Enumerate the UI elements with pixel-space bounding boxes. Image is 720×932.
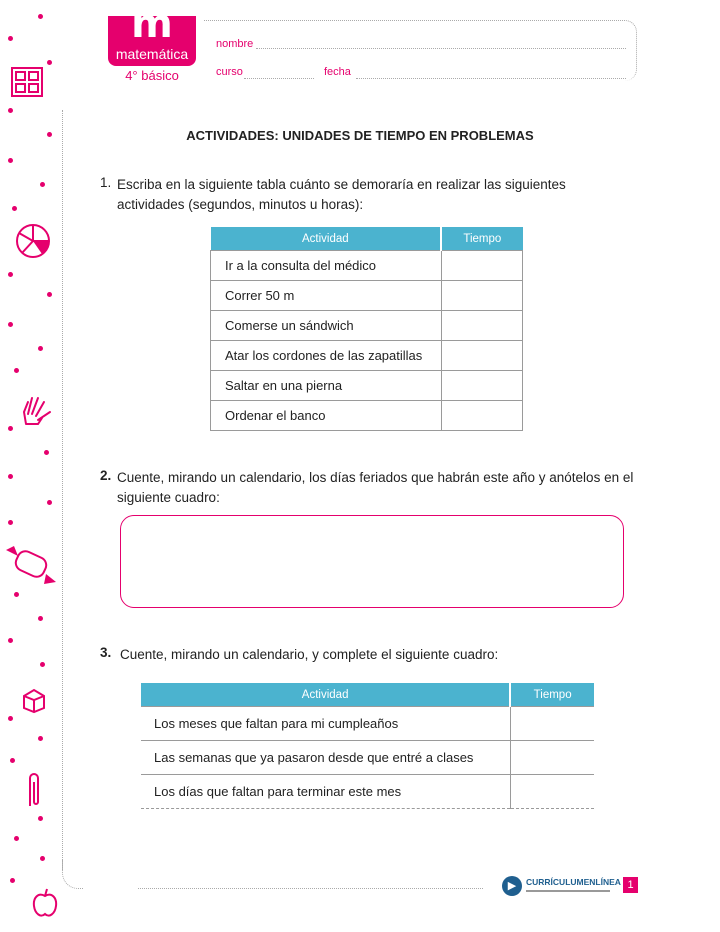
holidays-answer-box[interactable] [120, 515, 624, 608]
decor-dot [10, 758, 15, 763]
decor-dot [8, 638, 13, 643]
decor-dot [8, 322, 13, 327]
question-3-text: Cuente, mirando un calendario, y complete el siguiente cuadro: [120, 647, 499, 662]
question-3-number: 3. [100, 645, 112, 660]
table-row [141, 741, 594, 775]
decor-dot [47, 292, 52, 297]
table-row [211, 281, 523, 311]
logo-subject: matemática [115, 46, 189, 62]
candy-icon [4, 544, 58, 590]
name-field[interactable] [256, 48, 626, 49]
decor-dot [8, 36, 13, 41]
page-title: ACTIVIDADES: UNIDADES DE TIEMPO EN PROBLEMAS [186, 128, 534, 143]
table-1-header-activity: Actividad [211, 227, 442, 251]
table-3-time-cell[interactable] [510, 741, 594, 775]
table-row [141, 707, 594, 741]
paperclip-icon [24, 770, 44, 814]
table-3-header-activity: Actividad [141, 683, 510, 707]
decor-dot [8, 520, 13, 525]
table-1-time-cell[interactable] [441, 281, 522, 311]
decor-dot [8, 108, 13, 113]
pie-icon [14, 222, 52, 264]
decor-dot [12, 206, 17, 211]
table-3-header-time: Tiempo [510, 683, 594, 707]
question-1-number: 1. [100, 175, 112, 190]
table-row [211, 251, 523, 281]
table-1-time-cell[interactable] [441, 371, 522, 401]
logo-letter: m [131, 1, 173, 47]
decor-dot [47, 132, 52, 137]
name-label: nombre [216, 38, 254, 50]
decor-dot [44, 450, 49, 455]
brand-play-icon: ▶ [502, 876, 522, 896]
table-1-header-time: Tiempo [441, 227, 522, 251]
table-1-time-cell[interactable] [441, 311, 522, 341]
hand-icon [18, 394, 54, 434]
decor-dot [10, 878, 15, 883]
decor-dot [40, 182, 45, 187]
decor-dot [38, 736, 43, 741]
table-1-activity: Saltar en una pierna [211, 371, 442, 401]
decor-dot [38, 14, 43, 19]
table-1-activity: Comerse un sándwich [211, 311, 442, 341]
decor-dot [14, 592, 19, 597]
question-2-text: Cuente, mirando un calendario, los días feriados que habrán este año y anótelos en el siguiente cuadro: [117, 470, 634, 505]
decor-dot [8, 716, 13, 721]
table-1-time-cell[interactable] [441, 401, 522, 431]
decor-dot [47, 500, 52, 505]
brand-tagline [526, 889, 612, 894]
header-frame [204, 20, 637, 81]
table-row [211, 401, 523, 431]
table-1-activity: Ir a la consulta del médico [211, 251, 442, 281]
table-row [211, 371, 523, 401]
table-3-time-cell[interactable] [510, 775, 594, 809]
decor-dot [8, 426, 13, 431]
cube-icon [20, 686, 48, 718]
table-3-activity: Los meses que faltan para mi cumpleaños [141, 707, 510, 741]
grade-label: 4° básico [125, 68, 179, 83]
decor-dot [8, 474, 13, 479]
table-1-activity: Correr 50 m [211, 281, 442, 311]
margin-line [62, 110, 63, 870]
table-1-time-cell[interactable] [441, 341, 522, 371]
decor-dot [38, 616, 43, 621]
question-2-number: 2. [100, 468, 112, 483]
table-row [211, 311, 523, 341]
decor-dot [14, 836, 19, 841]
question-1-text: Escriba en la siguiente tabla cuánto se demoraría en realizar las siguientes actividades (segundos, minutos u horas): [117, 177, 566, 212]
decor-dot [47, 60, 52, 65]
table-1-time-cell[interactable] [441, 251, 522, 281]
decor-dot [40, 662, 45, 667]
activity-table-3 [141, 683, 594, 809]
table-row [141, 775, 594, 809]
course-field[interactable] [244, 78, 314, 79]
decor-dot [14, 368, 19, 373]
table-3-activity: Los días que faltan para terminar este mes [141, 775, 510, 809]
brand-name: CURRÍCULUMENLÍNEA [526, 877, 621, 887]
table-row [211, 341, 523, 371]
margin-curve [62, 860, 83, 889]
decor-dot [8, 158, 13, 163]
apple-icon [30, 886, 60, 924]
decor-dot [8, 272, 13, 277]
decor-dot [38, 816, 43, 821]
decor-dot [40, 856, 45, 861]
table-1-activity: Ordenar el banco [211, 401, 442, 431]
table-1-activity: Atar los cordones de las zapatillas [211, 341, 442, 371]
abacus-icon [10, 66, 44, 102]
table-3-time-cell[interactable] [510, 707, 594, 741]
page-number: 1 [623, 877, 638, 893]
course-label: curso [216, 66, 243, 78]
date-field[interactable] [356, 78, 626, 79]
date-label: fecha [324, 66, 351, 78]
table-3-activity: Las semanas que ya pasaron desde que entré a clases [141, 741, 510, 775]
activity-table-1 [210, 227, 523, 431]
decor-dot [38, 346, 43, 351]
footer-line [138, 888, 483, 889]
